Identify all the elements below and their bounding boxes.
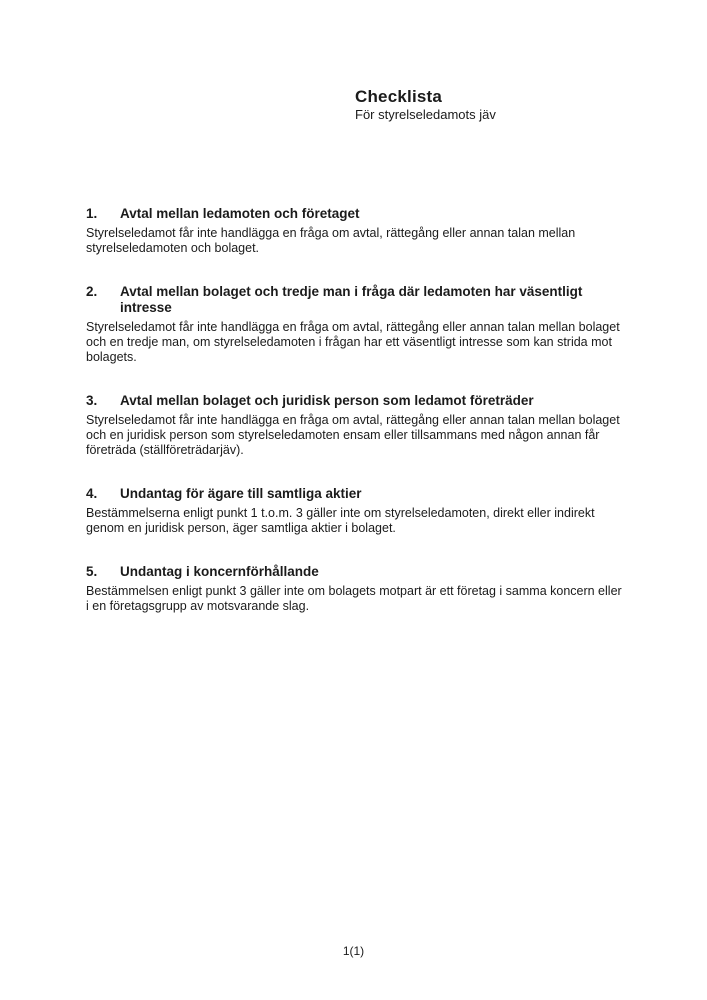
checklist-section xyxy=(86,284,623,365)
document-title: Checklista xyxy=(355,87,443,106)
section-heading-text: Undantag i koncernförhållande xyxy=(120,564,319,579)
checklist-section xyxy=(86,393,623,458)
section-heading-text: Undantag för ägare till samtliga aktier xyxy=(120,486,362,501)
document-content xyxy=(86,206,623,642)
section-heading xyxy=(86,486,623,502)
section-number: 5. xyxy=(86,564,98,579)
checklist-section xyxy=(86,206,623,256)
section-body-text: Styrelseledamot får inte handlägga en fråga om avtal, rättegång eller annan talan mellan styrelseledamoten och bolaget. xyxy=(86,226,576,255)
document-header xyxy=(355,86,496,123)
page-footer xyxy=(0,944,707,958)
page-number: 1(1) xyxy=(342,944,365,958)
checklist-section xyxy=(86,564,623,614)
sections-container xyxy=(86,206,623,614)
section-heading-text: Avtal mellan ledamoten och företaget xyxy=(120,206,360,221)
document-subtitle: För styrelseledamots jäv xyxy=(355,107,496,122)
section-number: 4. xyxy=(86,486,98,501)
section-heading xyxy=(86,564,623,580)
section-heading xyxy=(86,284,623,316)
section-number: 3. xyxy=(86,393,98,408)
section-body-text: Bestämmelsen enligt punkt 3 gäller inte om bolagets motpart är ett företag i samma koncern eller i en företagsgrupp av motsvarande slag. xyxy=(86,584,622,613)
section-heading xyxy=(86,393,623,409)
section-number: 2. xyxy=(86,284,98,299)
section-heading xyxy=(86,206,623,222)
section-heading-text: Avtal mellan bolaget och juridisk person som ledamot företräder xyxy=(120,393,534,408)
checklist-section xyxy=(86,486,623,536)
section-body-text: Styrelseledamot får inte handlägga en fråga om avtal, rättegång eller annan talan mellan bolaget och en juridisk person som styrelseledamoten ensam eller tillsammans med någon annan får företräda (ställföreträdarjäv). xyxy=(86,413,620,457)
section-body-text: Bestämmelserna enligt punkt 1 t.o.m. 3 gäller inte om styrelseledamoten, direkt eller indirekt genom en juridisk person, äger samtliga aktier i bolaget. xyxy=(86,506,595,535)
section-heading-text: Avtal mellan bolaget och tredje man i fråga där ledamoten har väsentligt intresse xyxy=(120,284,583,315)
section-body-text: Styrelseledamot får inte handlägga en fråga om avtal, rättegång eller annan talan mellan bolaget och en tredje man, om styrelseledamoten i frågan har ett väsentligt intresse som kan strida mot bolagets. xyxy=(86,320,620,364)
section-number: 1. xyxy=(86,206,98,221)
